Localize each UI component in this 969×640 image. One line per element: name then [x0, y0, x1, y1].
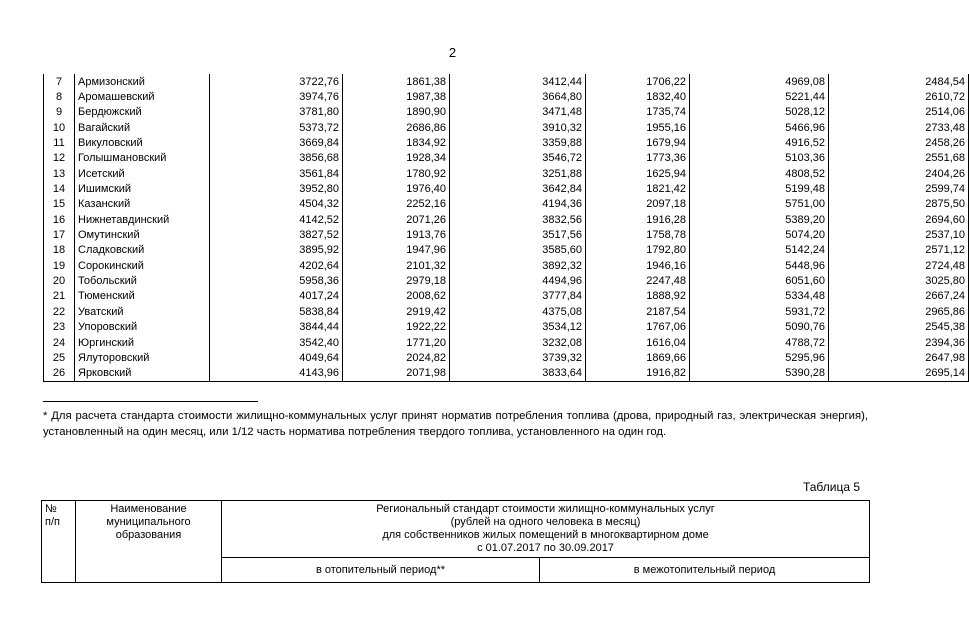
header-name-cell: [76, 501, 222, 583]
cost-value: 3585,60: [450, 243, 586, 258]
cost-value: 2247,48: [586, 273, 690, 288]
cost-value: 2024,82: [343, 350, 450, 365]
cost-value: 1987,38: [343, 89, 450, 104]
cost-value: 2252,16: [343, 197, 450, 212]
table-row: [44, 212, 969, 227]
row-number: 10: [44, 120, 75, 135]
cost-value: 3251,88: [450, 166, 586, 181]
cost-value: 3561,84: [210, 166, 343, 181]
municipality-name: Армизонский: [75, 74, 210, 89]
cost-value: 4969,08: [690, 74, 829, 89]
cost-value: 1767,06: [586, 320, 690, 335]
table5-header: [41, 500, 870, 583]
cost-value: 2599,74: [829, 181, 969, 196]
cost-value: 5390,28: [690, 366, 829, 382]
cost-value: 2458,26: [829, 135, 969, 150]
cost-value: 2404,26: [829, 166, 969, 181]
row-number: 22: [44, 304, 75, 319]
table-row: [44, 243, 969, 258]
standards-table: [43, 74, 969, 382]
row-number: 24: [44, 335, 75, 350]
footnote-divider: [43, 401, 258, 402]
cost-value: 5931,72: [690, 304, 829, 319]
table-row: [44, 366, 969, 382]
cost-value: 3895,92: [210, 243, 343, 258]
cost-value: 2514,06: [829, 105, 969, 120]
cost-value: 3542,40: [210, 335, 343, 350]
cost-value: 1773,36: [586, 151, 690, 166]
cost-value: 5103,36: [690, 151, 829, 166]
table-body: [44, 74, 969, 381]
cost-value: 3974,76: [210, 89, 343, 104]
cost-value: 3664,80: [450, 89, 586, 104]
row-number: 23: [44, 320, 75, 335]
cost-value: 3827,52: [210, 227, 343, 242]
table-row: [44, 320, 969, 335]
header-number-label: № п/п: [45, 503, 60, 528]
cost-value: 3412,44: [450, 74, 586, 89]
table-row: [44, 304, 969, 319]
cost-value: 1955,16: [586, 120, 690, 135]
cost-value: 1821,42: [586, 181, 690, 196]
cost-value: 3025,80: [829, 273, 969, 288]
cost-value: 4494,96: [450, 273, 586, 288]
cost-value: 3642,84: [450, 181, 586, 196]
cost-value: 4788,72: [690, 335, 829, 350]
table-row: [44, 227, 969, 242]
cost-value: 4194,36: [450, 197, 586, 212]
cost-value: 5389,20: [690, 212, 829, 227]
table-row: [44, 120, 969, 135]
row-number: 21: [44, 289, 75, 304]
cost-value: 3739,32: [450, 350, 586, 365]
cost-value: 2071,98: [343, 366, 450, 382]
cost-value: 5199,48: [690, 181, 829, 196]
cost-value: 2965,86: [829, 304, 969, 319]
table-row: [44, 135, 969, 150]
cost-value: 4142,52: [210, 212, 343, 227]
municipality-name: Тобольский: [75, 273, 210, 288]
cost-value: 1890,90: [343, 105, 450, 120]
municipality-name: Нижнетавдинский: [75, 212, 210, 227]
row-number: 26: [44, 366, 75, 382]
page-number: 2: [448, 45, 457, 60]
cost-value: 2647,98: [829, 350, 969, 365]
municipality-name: Исетский: [75, 166, 210, 181]
cost-value: 2694,60: [829, 212, 969, 227]
row-number: 20: [44, 273, 75, 288]
cost-value: 2187,54: [586, 304, 690, 319]
cost-value: 3669,84: [210, 135, 343, 150]
table-row: [44, 273, 969, 288]
cost-value: 4143,96: [210, 366, 343, 382]
row-number: 15: [44, 197, 75, 212]
row-number: 16: [44, 212, 75, 227]
table-row: [44, 181, 969, 196]
cost-value: 3722,76: [210, 74, 343, 89]
table-caption: Таблица 5: [802, 480, 860, 494]
cost-value: 3781,80: [210, 105, 343, 120]
cost-value: 5334,48: [690, 289, 829, 304]
cost-value: 1792,80: [586, 243, 690, 258]
cost-value: 2545,38: [829, 320, 969, 335]
header-heating-period: в отопительный период**: [222, 558, 540, 583]
cost-value: 1625,94: [586, 166, 690, 181]
header-standard-label: Региональный стандарт стоимости жилищно-коммунальных услуг (рублей на одного человека в месяц) для собственников жилых помещений в многоквартирном доме с 01.07.2017 по 30.09.2017: [376, 503, 715, 554]
cost-value: 2571,12: [829, 243, 969, 258]
cost-value: 1679,94: [586, 135, 690, 150]
cost-value: 1869,66: [586, 350, 690, 365]
cost-value: 1861,38: [343, 74, 450, 89]
cost-value: 1916,28: [586, 212, 690, 227]
row-number: 18: [44, 243, 75, 258]
cost-value: 3471,48: [450, 105, 586, 120]
cost-value: 1976,40: [343, 181, 450, 196]
header-name-label: Наименование муниципального образования: [106, 503, 191, 541]
row-number: 7: [44, 74, 75, 89]
cost-value: 4049,64: [210, 350, 343, 365]
municipality-name: Ишимский: [75, 181, 210, 196]
cost-value: 5221,44: [690, 89, 829, 104]
municipality-name: Бердюжский: [75, 105, 210, 120]
cost-value: 3856,68: [210, 151, 343, 166]
cost-value: 4202,64: [210, 258, 343, 273]
cost-value: 4017,24: [210, 289, 343, 304]
cost-value: 2551,68: [829, 151, 969, 166]
cost-value: 3832,56: [450, 212, 586, 227]
cost-value: 3546,72: [450, 151, 586, 166]
row-number: 8: [44, 89, 75, 104]
cost-value: 4916,52: [690, 135, 829, 150]
table-row: [44, 166, 969, 181]
cost-value: 2733,48: [829, 120, 969, 135]
row-number: 14: [44, 181, 75, 196]
table-row: [44, 197, 969, 212]
row-number: 13: [44, 166, 75, 181]
municipality-name: Юргинский: [75, 335, 210, 350]
municipality-name: Омутинский: [75, 227, 210, 242]
cost-value: 1758,78: [586, 227, 690, 242]
cost-value: 5028,12: [690, 105, 829, 120]
cost-value: 3952,80: [210, 181, 343, 196]
municipality-name: Уватский: [75, 304, 210, 319]
cost-value: 2610,72: [829, 89, 969, 104]
cost-value: 2071,26: [343, 212, 450, 227]
cost-value: 1928,34: [343, 151, 450, 166]
cost-value: 2695,14: [829, 366, 969, 382]
cost-value: 1771,20: [343, 335, 450, 350]
table-row: [44, 105, 969, 120]
row-number: 19: [44, 258, 75, 273]
cost-value: 5448,96: [690, 258, 829, 273]
cost-value: 5090,76: [690, 320, 829, 335]
municipality-name: Викуловский: [75, 135, 210, 150]
table-row: [44, 89, 969, 104]
municipality-name: Сладковский: [75, 243, 210, 258]
footnote: * Для расчета стандарта стоимости жилищно-коммунальных услуг принят норматив потребления топлива (дрова, природный газ, электрическая энергия), установленный на один месяц, или 1/12 часть норматива потребления твердого топлива, установленного на один год.: [43, 410, 868, 438]
municipality-name: Аромашевский: [75, 89, 210, 104]
row-number: 25: [44, 350, 75, 365]
municipality-name: Голышмановский: [75, 151, 210, 166]
row-number: 11: [44, 135, 75, 150]
header-standard-cell: [222, 501, 870, 558]
cost-value: 2484,54: [829, 74, 969, 89]
cost-value: 1946,16: [586, 258, 690, 273]
cost-value: 2008,62: [343, 289, 450, 304]
municipality-name: Вагайский: [75, 120, 210, 135]
cost-value: 3777,84: [450, 289, 586, 304]
cost-value: 3232,08: [450, 335, 586, 350]
cost-value: 2919,42: [343, 304, 450, 319]
cost-value: 1947,96: [343, 243, 450, 258]
row-number: 12: [44, 151, 75, 166]
cost-value: 5373,72: [210, 120, 343, 135]
cost-value: 1922,22: [343, 320, 450, 335]
cost-value: 2101,32: [343, 258, 450, 273]
cost-value: 1913,76: [343, 227, 450, 242]
table-row: [44, 74, 969, 89]
cost-value: 4808,52: [690, 166, 829, 181]
cost-value: 3833,64: [450, 366, 586, 382]
cost-value: 2979,18: [343, 273, 450, 288]
cost-value: 3892,32: [450, 258, 586, 273]
cost-value: 5838,84: [210, 304, 343, 319]
row-number: 17: [44, 227, 75, 242]
cost-value: 2875,50: [829, 197, 969, 212]
cost-value: 5295,96: [690, 350, 829, 365]
cost-value: 4504,32: [210, 197, 343, 212]
table-row: [44, 289, 969, 304]
cost-value: 1735,74: [586, 105, 690, 120]
cost-value: 2097,18: [586, 197, 690, 212]
municipality-name: Сорокинский: [75, 258, 210, 273]
cost-value: 3359,88: [450, 135, 586, 150]
cost-value: 1916,82: [586, 366, 690, 382]
municipality-name: Упоровский: [75, 320, 210, 335]
cost-value: 5142,24: [690, 243, 829, 258]
cost-value: 1616,04: [586, 335, 690, 350]
cost-value: 1832,40: [586, 89, 690, 104]
cost-value: 5466,96: [690, 120, 829, 135]
cost-value: 5074,20: [690, 227, 829, 242]
cost-value: 2724,48: [829, 258, 969, 273]
cost-value: 6051,60: [690, 273, 829, 288]
table-row: [44, 350, 969, 365]
cost-value: 1834,92: [343, 135, 450, 150]
cost-value: 3517,56: [450, 227, 586, 242]
municipality-name: Ярковский: [75, 366, 210, 382]
header-number-cell: [42, 501, 76, 583]
municipality-name: Казанский: [75, 197, 210, 212]
cost-value: 4375,08: [450, 304, 586, 319]
cost-value: 3910,32: [450, 120, 586, 135]
cost-value: 2537,10: [829, 227, 969, 242]
cost-value: 5751,00: [690, 197, 829, 212]
table-row: [44, 258, 969, 273]
cost-value: 2686,86: [343, 120, 450, 135]
municipality-name: Тюменский: [75, 289, 210, 304]
table-row: [44, 151, 969, 166]
cost-value: 5958,36: [210, 273, 343, 288]
cost-value: 1888,92: [586, 289, 690, 304]
header-interheating-period: в межотопительный период: [540, 558, 870, 583]
cost-value: 2667,24: [829, 289, 969, 304]
cost-value: 3844,44: [210, 320, 343, 335]
cost-value: 2394,36: [829, 335, 969, 350]
cost-value: 3534,12: [450, 320, 586, 335]
municipality-name: Ялуторовский: [75, 350, 210, 365]
table-row: [44, 335, 969, 350]
cost-value: 1706,22: [586, 74, 690, 89]
row-number: 9: [44, 105, 75, 120]
cost-value: 1780,92: [343, 166, 450, 181]
